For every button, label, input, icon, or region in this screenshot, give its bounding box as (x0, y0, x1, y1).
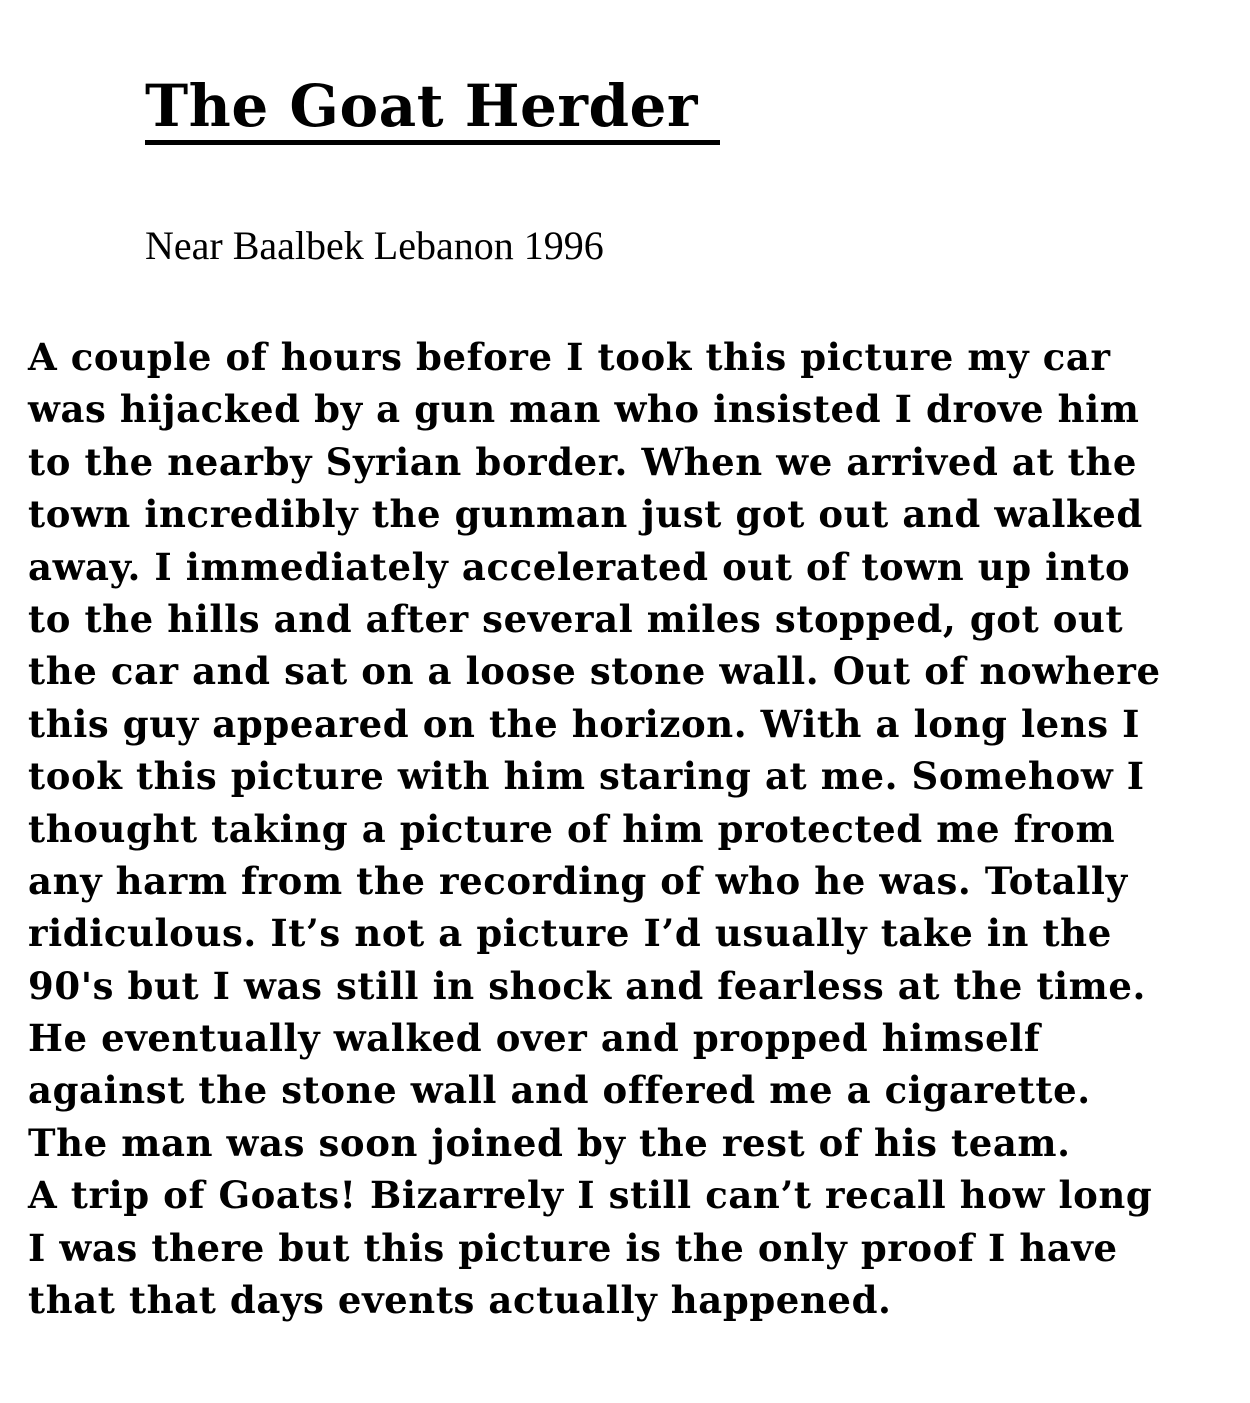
body-line: The man was soon joined by the rest of his team. (28, 1120, 1071, 1165)
body-line: any harm from the recording of who he was. Totally (28, 858, 1128, 903)
body-line: A couple of hours before I took this picture my car (28, 335, 1111, 379)
title-underline (145, 140, 720, 145)
body-line: was hijacked by a gun man who insisted I drove him (28, 387, 1140, 432)
body-line: away. I immediately accelerated out of town up into (28, 544, 1131, 589)
body-line: against the stone wall and offered me a cigarette. (28, 1068, 1091, 1113)
body-line: 90's but I was still in shock and fearless at the time. (28, 963, 1147, 1008)
document-subtitle: Near Baalbek Lebanon 1996 (145, 223, 604, 268)
body-line: to the hills and after several miles stopped, got out (28, 596, 1124, 641)
body-line: thought taking a picture of him protected me from (28, 806, 1116, 851)
body-line: ridiculous. It’s not a picture I’d usually take in the (28, 911, 1112, 956)
body-line: to the nearby Syrian border. When we arrived at the (28, 439, 1138, 484)
body-line: that that days events actually happened. (28, 1278, 892, 1323)
body-line: this guy appeared on the horizon. With a long lens I (28, 701, 1141, 746)
body-line: town incredibly the gunman just got out and walked (28, 492, 1143, 537)
document-title: The Goat Herder (145, 72, 698, 140)
body-line: He eventually walked over and propped himself (28, 1016, 1041, 1061)
body-line: A trip of Goats! Bizarrely I still can’t recall how long (28, 1173, 1153, 1218)
body-line: I was there but this picture is the only proof I have (28, 1225, 1118, 1270)
body-line: the car and sat on a loose stone wall. Out of nowhere (28, 649, 1161, 694)
body-paragraph (28, 331, 1238, 1326)
body-line: took this picture with him staring at me. Somehow I (28, 754, 1145, 799)
